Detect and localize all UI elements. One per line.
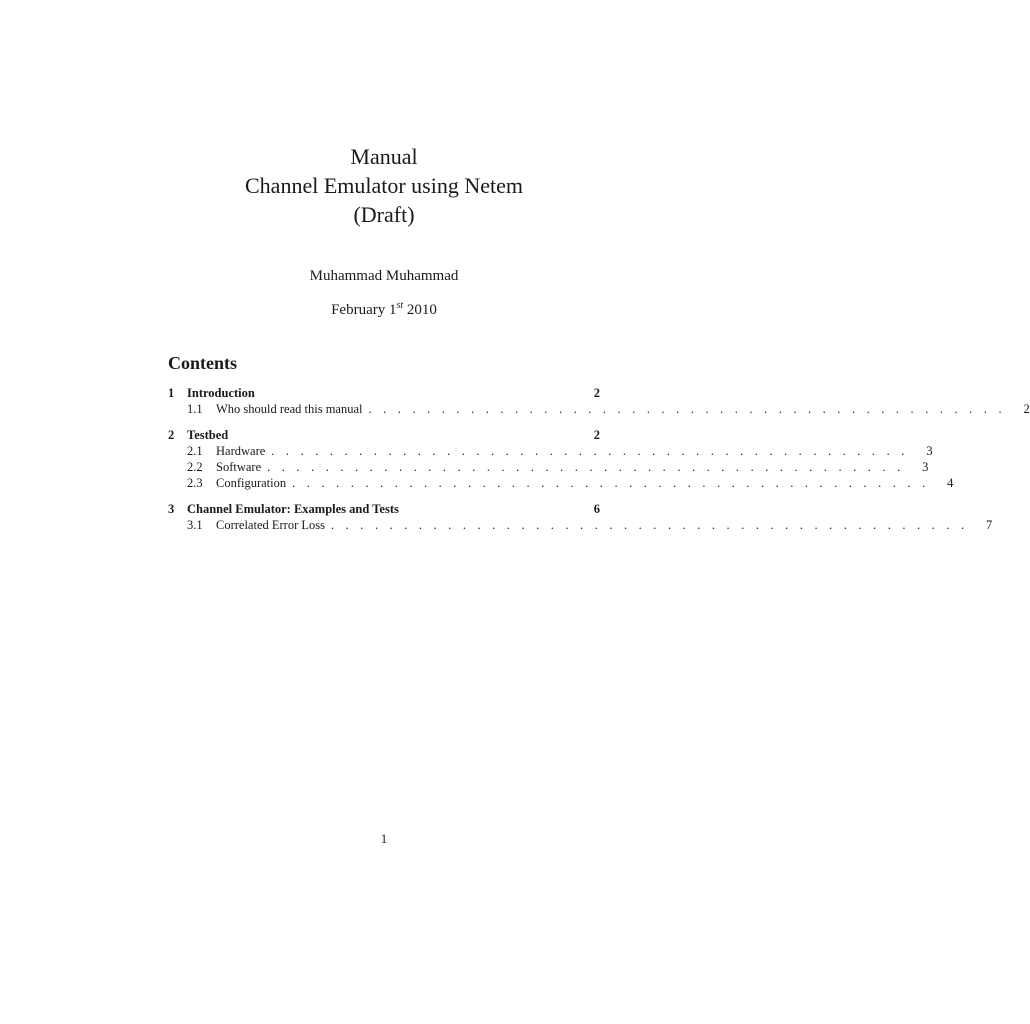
toc-section-number: 1 [168,386,175,400]
toc-subsection-title: Who should read this manual [216,402,363,416]
toc-section-title: Channel Emulator: Examples and Tests [187,502,399,516]
toc-page-number: 3 [922,460,929,474]
title-line-3: (Draft) [353,202,415,227]
page-number: 1 [380,831,388,846]
table-of-contents [168,385,1030,543]
toc-entry-section[interactable] [168,385,600,401]
toc-page-number: 3 [926,444,933,458]
toc-subsection-title: Software [216,460,262,474]
toc-subsection-title: Correlated Error Loss [216,518,325,532]
toc-section-1 [168,385,1030,417]
toc-section-title: Testbed [187,428,229,442]
toc-leader-dots: . . . . . . . . . . . . . . . . . . . . . . . . . . . . . . . . . . . . . . . . . . . . [331,518,969,532]
date-year: 2010 [403,302,437,318]
toc-leader-dots: . . . . . . . . . . . . . . . . . . . . . . . . . . . . . . . . . . . . . . . . . . . . [292,476,930,490]
toc-entry-subsection[interactable] [168,475,954,491]
toc-entry-subsection[interactable] [168,517,993,533]
toc-subsection-number: 1.1 [187,402,203,416]
toc-entry-subsection[interactable] [168,401,1030,417]
toc-entry-subsection[interactable] [168,459,929,475]
toc-page-number: 7 [986,518,993,532]
title-line-1: Manual [350,144,418,169]
toc-entry-subsection[interactable] [168,443,933,459]
title-line-2: Channel Emulator using Netem [245,173,523,198]
toc-subsection-number: 2.3 [187,476,203,490]
contents-heading: Contents [168,353,238,373]
toc-entry-section[interactable] [168,501,600,517]
toc-section-number: 3 [168,502,175,516]
toc-entry-section[interactable] [168,427,600,443]
toc-subsection-title: Configuration [216,476,287,490]
document-date [0,300,768,319]
toc-page-number: 4 [947,476,954,490]
document-title [0,142,768,229]
date-month-day: February 1 [331,302,397,318]
toc-subsection-title: Hardware [216,444,266,458]
toc-page-number: 2 [593,386,600,400]
date-ordinal-suffix: st [396,300,404,311]
toc-section-3 [168,501,993,533]
toc-section-number: 2 [168,428,175,442]
toc-leader-dots: . . . . . . . . . . . . . . . . . . . . . . . . . . . . . . . . . . . . . . . . . . . . [368,402,1006,416]
toc-page-number: 2 [593,428,600,442]
toc-page-number: 6 [593,502,600,516]
toc-page-number: 2 [1023,402,1030,416]
toc-section-title: Introduction [187,386,255,400]
toc-subsection-number: 2.2 [187,460,203,474]
toc-leader-dots: . . . . . . . . . . . . . . . . . . . . . . . . . . . . . . . . . . . . . . . . . . . . [267,460,905,474]
toc-section-2 [168,427,954,491]
toc-leader-dots: . . . . . . . . . . . . . . . . . . . . . . . . . . . . . . . . . . . . . . . . . . . . [271,444,909,458]
toc-subsection-number: 2.1 [187,444,203,458]
author-name: Muhammad Muhammad [309,268,459,284]
toc-subsection-number: 3.1 [187,518,203,532]
